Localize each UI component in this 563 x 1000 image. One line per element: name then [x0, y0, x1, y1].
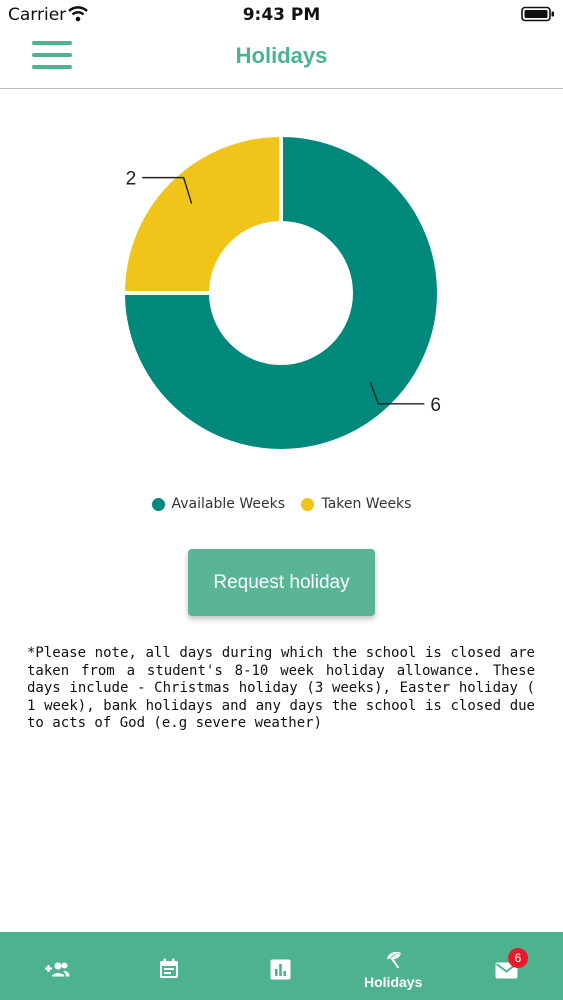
tab-reports[interactable] — [246, 932, 316, 1000]
chart-legend — [0, 496, 563, 515]
request-holiday-button[interactable]: Request holiday — [188, 549, 375, 616]
slice-value-label: 2 — [125, 168, 137, 190]
donut-hole — [219, 231, 343, 355]
legend-dot-available — [152, 498, 165, 511]
holiday-note: *Please note, all days during which the school is closed are taken from a student's 8-10 week holiday allowance. These days include - Christmas holiday (3 weeks), Easter holiday ( 1 week), bank holidays and any days the school is closed due to acts of God (e.g severe weather) — [27, 645, 535, 731]
legend-label-taken: Taken Weeks — [321, 496, 412, 512]
battery-icon — [521, 6, 555, 22]
legend-dot-taken — [301, 498, 314, 511]
carrier-label: Carrier — [8, 5, 67, 25]
people-add-icon — [44, 961, 70, 977]
tab-messages[interactable] — [472, 932, 542, 1000]
calendar-icon — [159, 958, 179, 979]
page-title: Holidays — [235, 43, 328, 68]
status-bar — [0, 0, 563, 30]
tab-holidays[interactable] — [350, 932, 440, 1000]
tab-students[interactable] — [22, 932, 92, 1000]
legend-item-available — [152, 496, 285, 512]
tab-calendar[interactable] — [134, 932, 204, 1000]
status-time: 9:43 PM — [242, 5, 321, 25]
legend-label-available: Available Weeks — [171, 496, 285, 512]
bar-chart-icon — [270, 959, 291, 980]
holiday-chart — [0, 88, 563, 528]
slice-value-label: 6 — [430, 394, 441, 416]
beach-umbrella-icon — [385, 950, 405, 970]
app-header — [0, 30, 563, 89]
donut-chart — [0, 88, 563, 528]
tab-holidays-label: Holidays — [364, 974, 423, 990]
legend-item-taken — [301, 496, 411, 512]
unread-badge: 6 — [508, 948, 528, 968]
bottom-tab-bar — [0, 932, 563, 1000]
